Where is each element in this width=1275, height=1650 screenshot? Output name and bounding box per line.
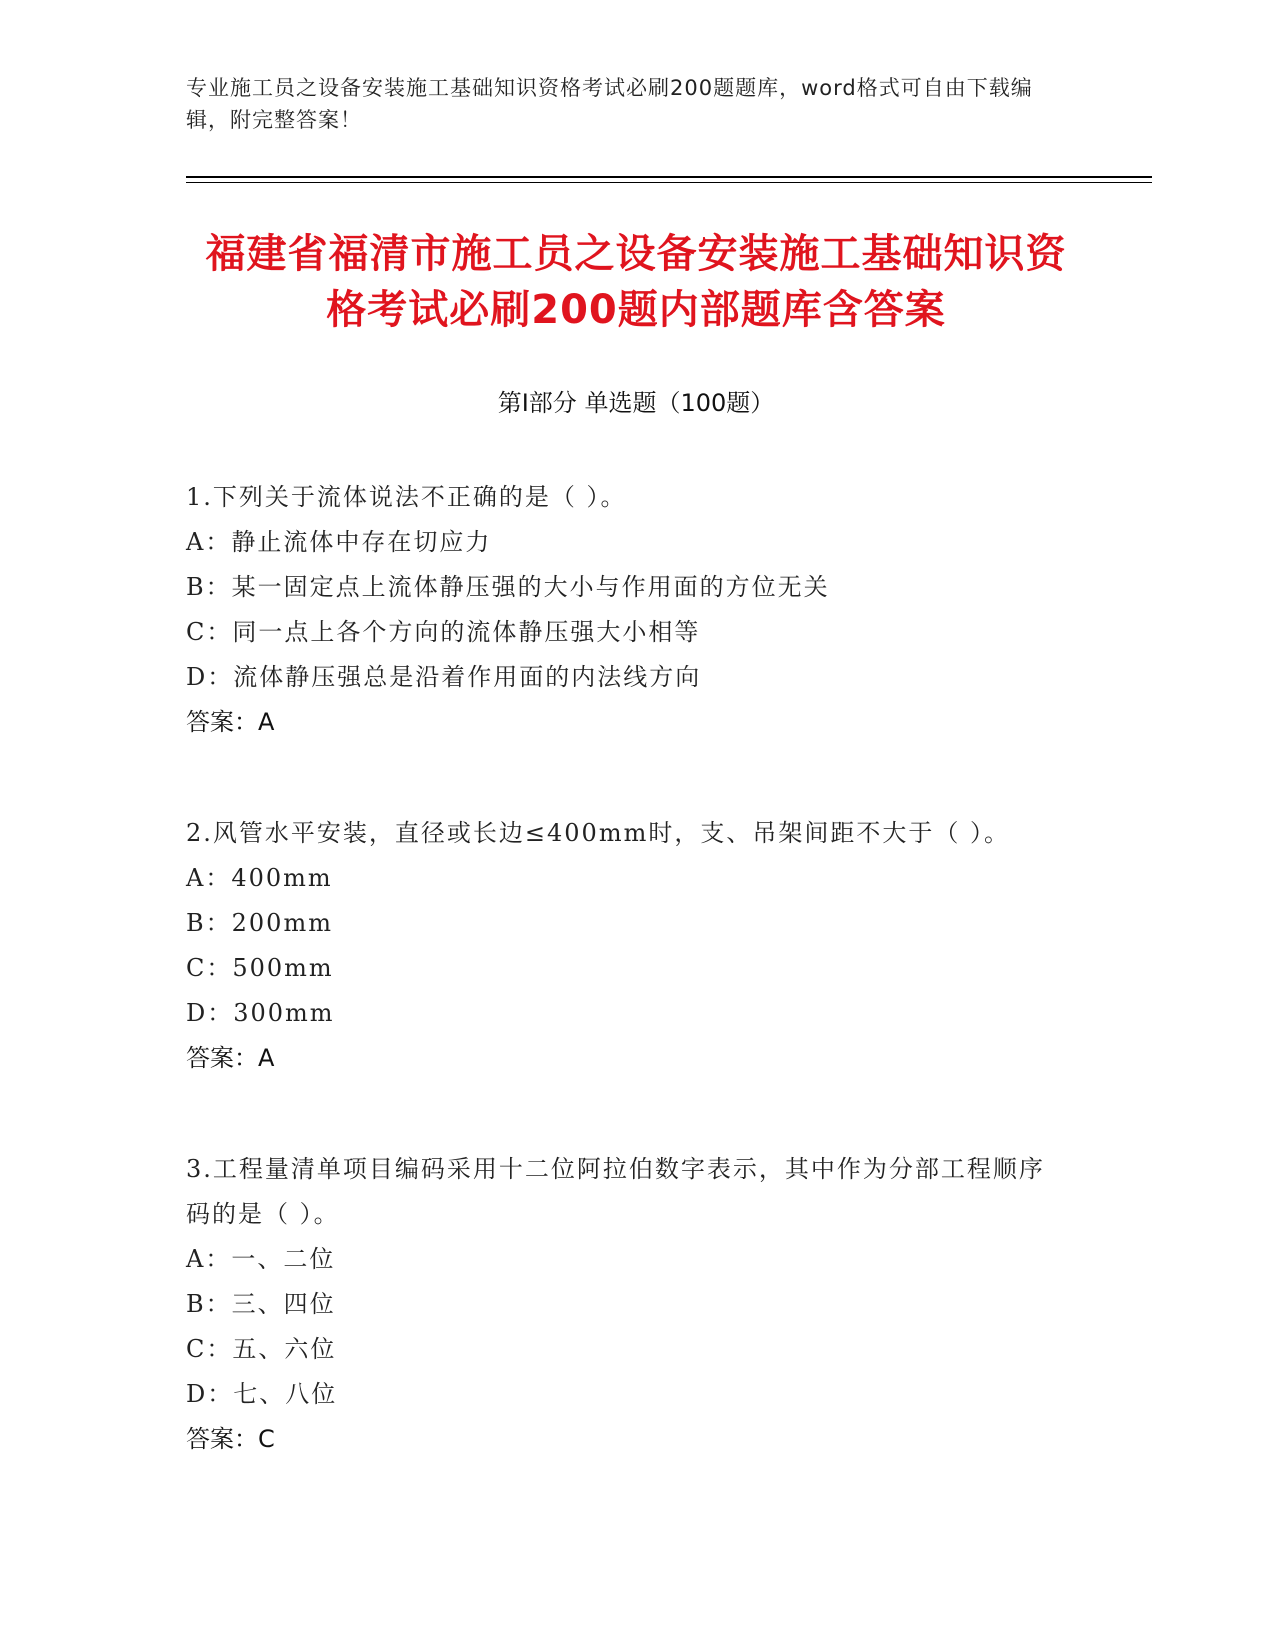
answer: 答案：C — [186, 1425, 275, 1453]
option-b: B：三、四位 — [186, 1290, 336, 1318]
option-d: D：七、八位 — [186, 1380, 338, 1408]
header-note: 专业施工员之设备安装施工基础知识资格考试必刷200题题库，word格式可自由下载编辑，附完整答案！ — [186, 76, 1033, 132]
answer: 答案：A — [186, 1044, 275, 1072]
option-a: A：一、二位 — [186, 1245, 336, 1273]
question-2 — [186, 811, 1066, 1081]
question-stem: 3.工程量清单项目编码采用十二位阿拉伯数字表示，其中作为分部工程顺序码的是（ ）。 — [186, 1155, 1045, 1228]
question-stem: 1.下列关于流体说法不正确的是（ ）。 — [186, 483, 627, 511]
header-rule-thin — [186, 182, 1152, 183]
option-c: C：500mm — [186, 954, 334, 982]
option-c: C：五、六位 — [186, 1335, 337, 1363]
option-a: A：静止流体中存在切应力 — [186, 528, 492, 556]
header-rule-thick — [186, 176, 1152, 178]
option-a: A：400mm — [186, 864, 333, 892]
document-title: 福建省福清市施工员之设备安装施工基础知识资格考试必刷200题内部题库含答案 — [205, 231, 1067, 333]
option-c: C：同一点上各个方向的流体静压强大小相等 — [186, 618, 701, 646]
option-b: B：200mm — [186, 909, 333, 937]
answer: 答案：A — [186, 708, 275, 736]
option-b: B：某一固定点上流体静压强的大小与作用面的方位无关 — [186, 573, 830, 601]
section-heading: 第Ⅰ部分 单选题（100题） — [497, 389, 775, 417]
question-stem: 2.风管水平安装，直径或长边≤400mm时，支、吊架间距不大于（ ）。 — [186, 819, 1010, 847]
option-d: D：300mm — [186, 999, 335, 1027]
question-1 — [186, 475, 1066, 745]
question-list — [186, 475, 1066, 1528]
question-3 — [186, 1147, 1066, 1462]
option-d: D：流体静压强总是沿着作用面的内法线方向 — [186, 663, 702, 691]
